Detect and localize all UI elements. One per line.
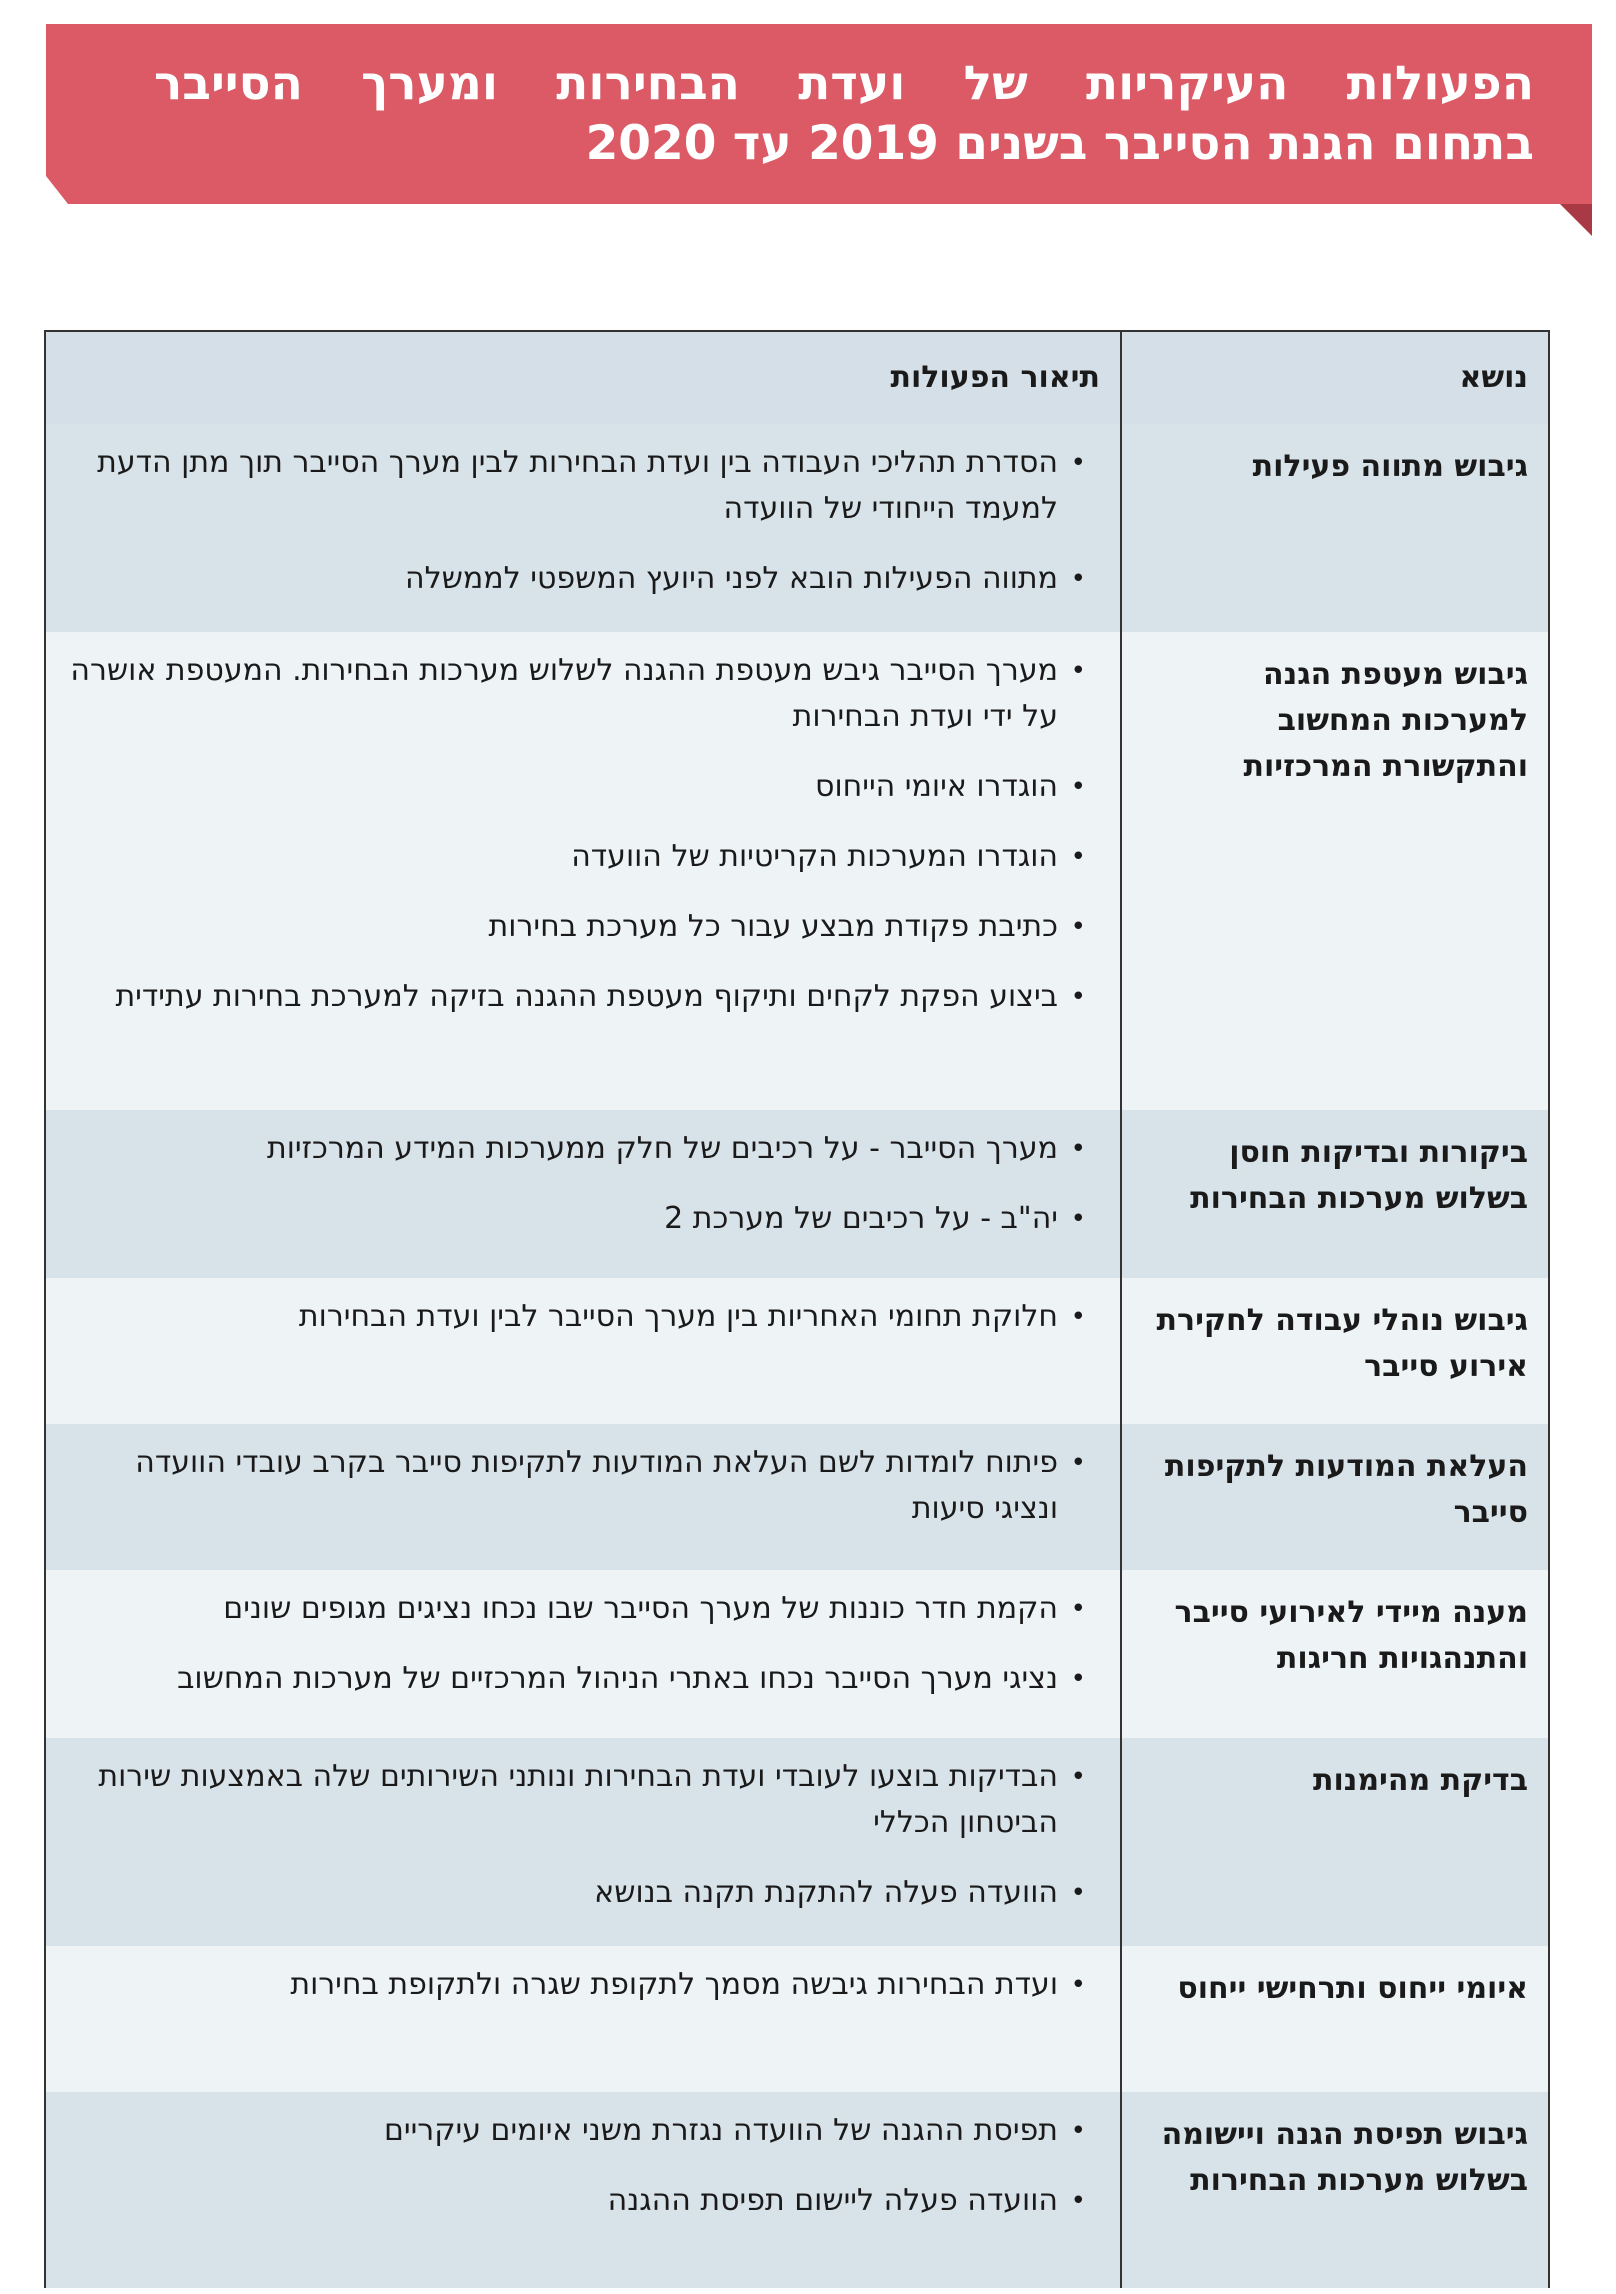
table-row (46, 2092, 1548, 2288)
bullet-list (66, 648, 1100, 1020)
row-topic: בדיקת מהימנות (1120, 1738, 1548, 1946)
bullet-list (66, 1440, 1100, 1532)
header-topic: נושא (1120, 332, 1548, 424)
bullet-item: • נציגי מערך הסייבר נכחו באתרי הניהול המרכזיים של מערכות המחשוב (66, 1656, 1100, 1702)
bullet-item: • הבדיקות בוצעו לעובדי ועדת הבחירות ונותני השירותים שלה באמצעות שירות הביטחון הכללי (66, 1754, 1100, 1846)
row-description (46, 1424, 1120, 1570)
bullet-item: • מתווה הפעילות הובא לפני היועץ המשפטי לממשלה (66, 556, 1100, 602)
row-topic: גיבוש תפיסת הגנה ויישומה בשלוש מערכות הבחירות (1120, 2092, 1548, 2288)
bullet-list (66, 1754, 1100, 1916)
bullet-item: • ועדת הבחירות גיבשה מסמך לתקופת שגרה ולתקופת בחירות (66, 1962, 1100, 2008)
table-row (46, 1946, 1548, 2092)
bullet-list (66, 1126, 1100, 1242)
row-description (46, 1110, 1120, 1278)
bullet-item: • כתיבת פקודת מבצע עבור כל מערכת בחירות (66, 904, 1100, 950)
bullet-item: • מערך הסייבר גיבש מעטפת ההגנה לשלוש מערכות הבחירות. המעטפת אושרה על ידי ועדת הבחירות (66, 648, 1100, 740)
row-topic: ביקורות ובדיקות חוסן בשלוש מערכות הבחירות (1120, 1110, 1548, 1278)
bullet-item: • הוגדרו המערכות הקריטיות של הוועדה (66, 834, 1100, 880)
table-header-row (46, 332, 1548, 424)
bullet-list (66, 440, 1100, 602)
actions-table (44, 330, 1550, 2288)
bullet-item: • חלוקת תחומי האחריות בין מערך הסייבר לבין ועדת הבחירות (66, 1294, 1100, 1340)
row-topic: גיבוש נוהלי עבודה לחקירת אירוע סייבר (1120, 1278, 1548, 1424)
bullet-item: • ביצוע הפקת לקחים ותיקוף מעטפת ההגנה בזיקה למערכת בחירות עתידית (66, 974, 1100, 1020)
bullet-list (66, 2108, 1100, 2224)
row-description (46, 1278, 1120, 1424)
table-row (46, 1424, 1548, 1570)
row-topic: גיבוש מתווה פעילות (1120, 424, 1548, 632)
page-title-line2: בתחום הגנת הסייבר בשנים 2019 עד 2020 (585, 116, 1534, 171)
bullet-item: • הוועדה פעלה להתקנת תקנה בנושא (66, 1870, 1100, 1916)
table-row (46, 1110, 1548, 1278)
bullet-list (66, 1294, 1100, 1340)
bullet-item: • תפיסת ההגנה של הוועדה נגזרת משני איומים עיקריים (66, 2108, 1100, 2154)
page-title-line1: הפעולות העיקריות של ועדת הבחירות ומערך הסייבר (154, 56, 1534, 111)
table-row (46, 632, 1548, 1110)
row-topic: העלאת המודעות לתקיפות סייבר (1120, 1424, 1548, 1570)
row-topic: גיבוש מעטפת הגנה למערכות המחשוב והתקשורת המרכזיות (1120, 632, 1548, 1110)
table-row (46, 1278, 1548, 1424)
bullet-item: • הסדרת תהליכי העבודה בין ועדת הבחירות לבין מערך הסייבר תוך מתן הדעת למעמד הייחודי של הוועדה (66, 440, 1100, 532)
table-row (46, 424, 1548, 632)
row-description (46, 2092, 1120, 2288)
bullet-list (66, 1962, 1100, 2008)
table-row (46, 1570, 1548, 1738)
row-description (46, 1946, 1120, 2092)
row-description (46, 424, 1120, 632)
header-description: תיאור הפעולות (890, 360, 1100, 395)
bullet-item: • הקמת חדר כוננות של מערך הסייבר שבו נכחו נציגים מגופים שונים (66, 1586, 1100, 1632)
table-row (46, 1738, 1548, 1946)
row-description (46, 1570, 1120, 1738)
row-topic: איומי ייחוס ותרחישי ייחוס (1120, 1946, 1548, 2092)
row-description (46, 632, 1120, 1110)
bullet-item: • מערך הסייבר - על רכיבים של חלק ממערכות המידע המרכזיות (66, 1126, 1100, 1172)
row-topic: מענה מיידי לאירועי סייבר והתנהגויות חריגות (1120, 1570, 1548, 1738)
row-description (46, 1738, 1120, 1946)
page-title (154, 54, 1534, 174)
banner-fold (1560, 204, 1592, 236)
bullet-item: • יה"ב - על רכיבים של מערכת 2 (66, 1196, 1100, 1242)
bullet-list (66, 1586, 1100, 1702)
bullet-item: • פיתוח לומדות לשם העלאת המודעות לתקיפות סייבר בקרב עובדי הוועדה ונציגי סיעות (66, 1440, 1100, 1532)
bullet-item: • הוועדה פעלה ליישום תפיסת ההגנה (66, 2178, 1100, 2224)
bullet-item: • הוגדרו איומי הייחוס (66, 764, 1100, 810)
table-body (46, 424, 1548, 2288)
